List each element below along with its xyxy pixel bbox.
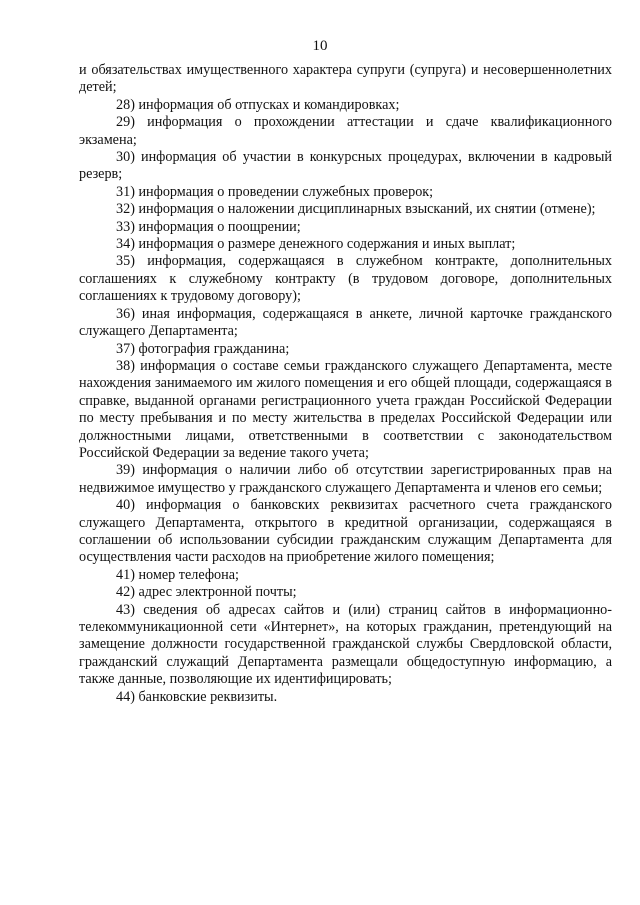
list-item: 39) информация о наличии либо об отсутствии зарегистрированных прав на недвижимое имущество у гражданского служащего Департамента и членов его семьи;: [79, 462, 612, 496]
list-item: 43) сведения об адресах сайтов и (или) страниц сайтов в информационно-телекоммуникационной сети «Интернет», на которых гражданин, претендующий на замещение должности государственной гражданской службы Свердловской области, гражданский служащий Департамента размещали общедоступную информацию, а также данные, позволяющие их идентифицировать;: [79, 601, 612, 688]
list-item: 41) номер телефона;: [116, 566, 239, 583]
page-number: 10: [312, 38, 328, 54]
list-item: 42) адрес электронной почты;: [116, 584, 297, 601]
list-item: 34) информация о размере денежного содержания и иных выплат;: [116, 236, 516, 253]
list-item: 44) банковские реквизиты.: [116, 688, 278, 705]
list-item: 28) информация об отпусках и командировках;: [116, 96, 400, 113]
list-item: 37) фотография гражданина;: [116, 340, 290, 357]
list-item: 35) информация, содержащаяся в служебном контракте, дополнительных соглашениях к служебному контракту (в трудовом договоре, дополнительных соглашениях к трудовому договору);: [79, 253, 612, 305]
list-item: 32) информация о наложении дисциплинарных взысканий, их снятии (отмене);: [116, 201, 596, 218]
list-item: 29) информация о прохождении аттестации и сдаче квалификационного экзамена;: [79, 114, 612, 148]
list-item: 36) иная информация, содержащаяся в анкете, личной карточке гражданского служащего Департамента;: [79, 305, 612, 340]
list-item: 40) информация о банковских реквизитах расчетного счета гражданского служащего Департамента, открытого в кредитной организации, содержащаяся в соглашении об использовании субсидии гражданским служащим Департамента для осуществления части расходов на приобретение жилого помещения;: [79, 497, 612, 566]
list-item: 33) информация о поощрении;: [116, 218, 301, 235]
paragraph-continuation: и обязательствах имущественного характера супруги (супруга) и несовершеннолетних детей;: [79, 62, 612, 96]
list-item: 31) информация о проведении служебных проверок;: [116, 183, 434, 200]
list-item: 30) информация об участии в конкурсных процедурах, включении в кадровый резерв;: [79, 149, 612, 183]
document-body: [79, 62, 612, 706]
list-item: 38) информация о составе семьи гражданского служащего Департамента, месте нахождения занимаемого им жилого помещения и его общей площади, содержащаяся в справке, выданной органами регистрационного учета граждан Российской Федерации по месту пребывания и по месту жительства в пределах Российской Федерации или должностными лицами, ответственными в соответствии с законодательством Российской Федерации за ведение такого учета;: [79, 357, 612, 461]
